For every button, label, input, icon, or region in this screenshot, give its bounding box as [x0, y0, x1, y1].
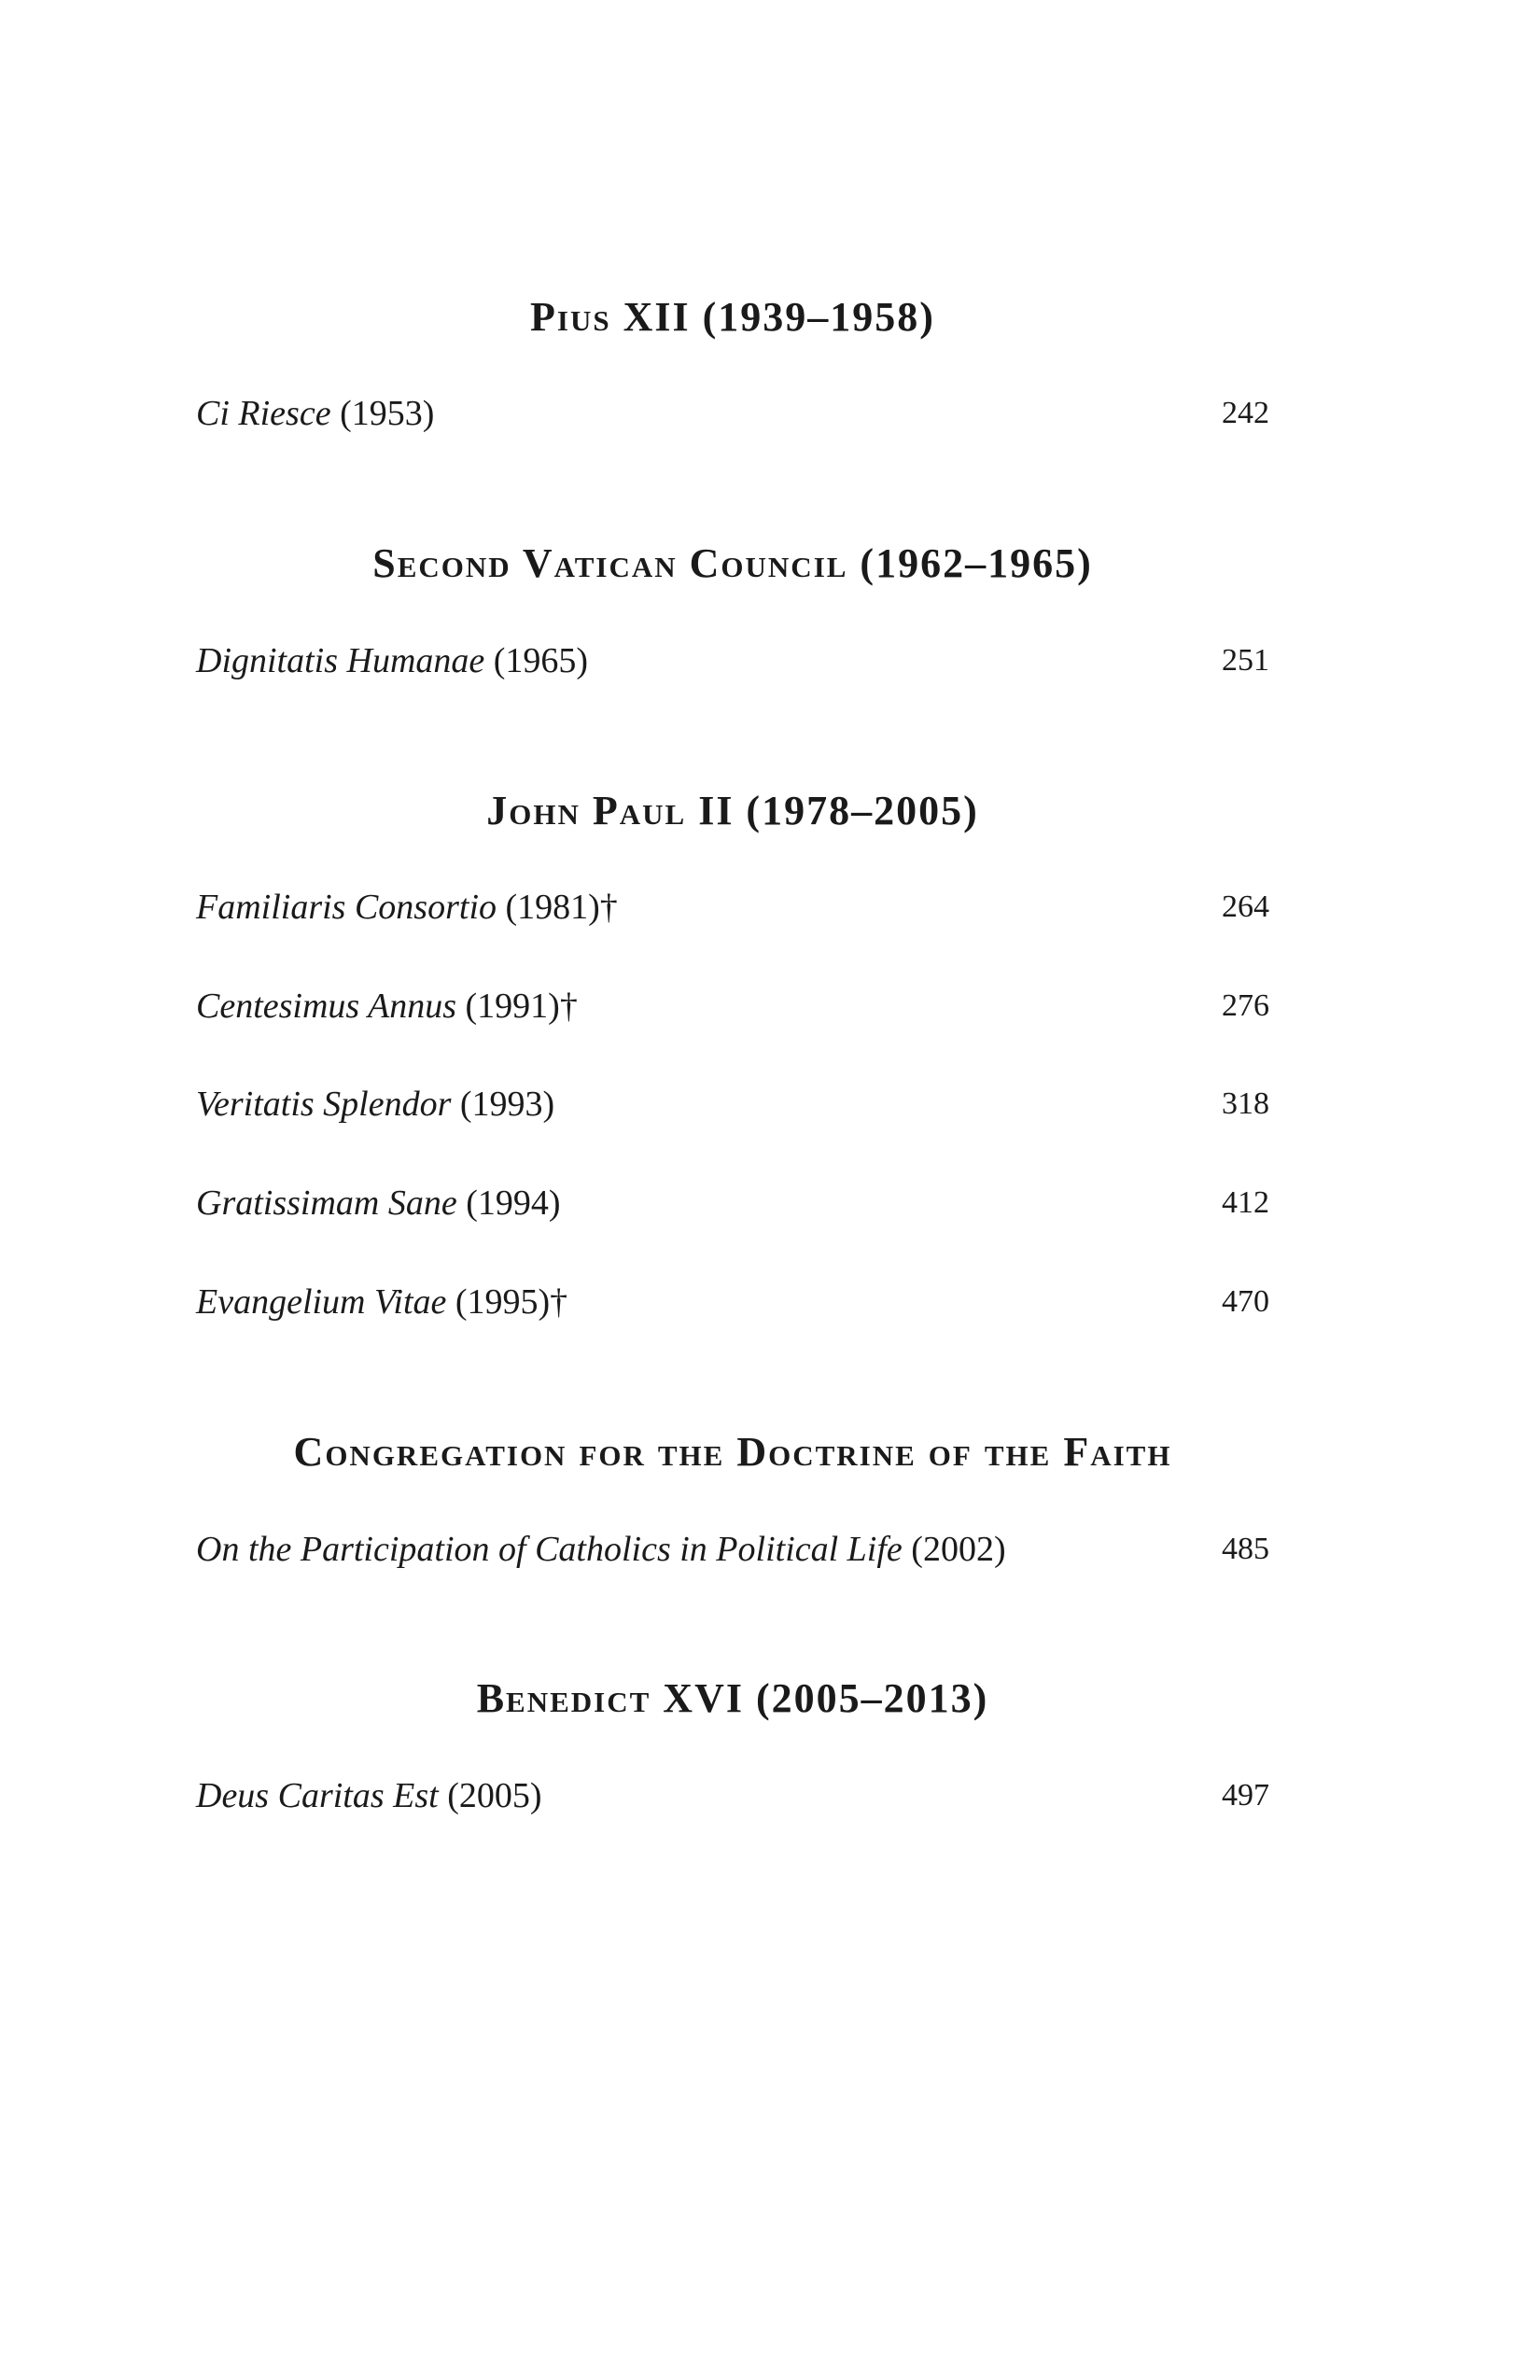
toc-entry[interactable] — [196, 884, 1269, 931]
toc-entry[interactable] — [196, 1081, 1269, 1127]
entry-title: Deus Caritas Est — [196, 1776, 439, 1815]
entry-date: (1995)† — [446, 1282, 568, 1322]
entry-title: On the Participation of Catholics in Political Life — [196, 1530, 903, 1569]
entry-date: (1994) — [456, 1183, 561, 1223]
entry-title: Dignitatis Humanae — [196, 641, 485, 680]
entry-page-number: 264 — [1222, 889, 1269, 924]
entry-page-number: 318 — [1222, 1086, 1269, 1121]
entry-page-number: 497 — [1222, 1778, 1269, 1813]
entry-date: (1953) — [330, 394, 435, 433]
section-heading-pius-xii: Pius XII (1939–1958) — [530, 294, 935, 340]
entry-date: (1965) — [484, 641, 589, 680]
entry-date: (2005) — [438, 1776, 542, 1815]
entry-page-number: 251 — [1222, 643, 1269, 678]
toc-entry[interactable] — [196, 983, 1269, 1029]
entry-page-number: 242 — [1222, 396, 1269, 430]
section-heading-congregation-doctrine-faith: Congregation for the Doctrine of the Faith — [293, 1429, 1172, 1475]
entry-title: Ci Riesce — [196, 394, 331, 433]
entry-title: Familiaris Consortio — [196, 888, 497, 927]
toc-entry[interactable] — [196, 1772, 1269, 1819]
entry-title: Veritatis Splendor — [196, 1085, 452, 1124]
section-heading-john-paul-ii: John Paul II (1978–2005) — [486, 788, 979, 833]
entry-page-number: 470 — [1222, 1284, 1269, 1319]
toc-entry[interactable] — [196, 637, 1269, 684]
entry-date: (1981)† — [497, 888, 618, 927]
entry-date: (1991)† — [456, 987, 578, 1026]
section-heading-benedict-xvi: Benedict XVI (2005–2013) — [476, 1675, 989, 1721]
toc-entry[interactable] — [196, 390, 1269, 437]
entry-page-number: 485 — [1222, 1532, 1269, 1566]
toc-entry[interactable] — [196, 1526, 1269, 1573]
entry-title: Centesimus Annus — [196, 987, 457, 1026]
entry-date: (2002) — [902, 1530, 1006, 1569]
toc-entry[interactable] — [196, 1180, 1269, 1226]
entry-title: Evangelium Vitae — [196, 1282, 447, 1322]
section-heading-second-vatican-council: Second Vatican Council (1962–1965) — [372, 540, 1093, 586]
entry-page-number: 412 — [1222, 1185, 1269, 1220]
toc-entry[interactable] — [196, 1279, 1269, 1325]
entry-date: (1993) — [451, 1085, 555, 1124]
entry-title: Gratissimam Sane — [196, 1183, 457, 1223]
entry-page-number: 276 — [1222, 988, 1269, 1023]
